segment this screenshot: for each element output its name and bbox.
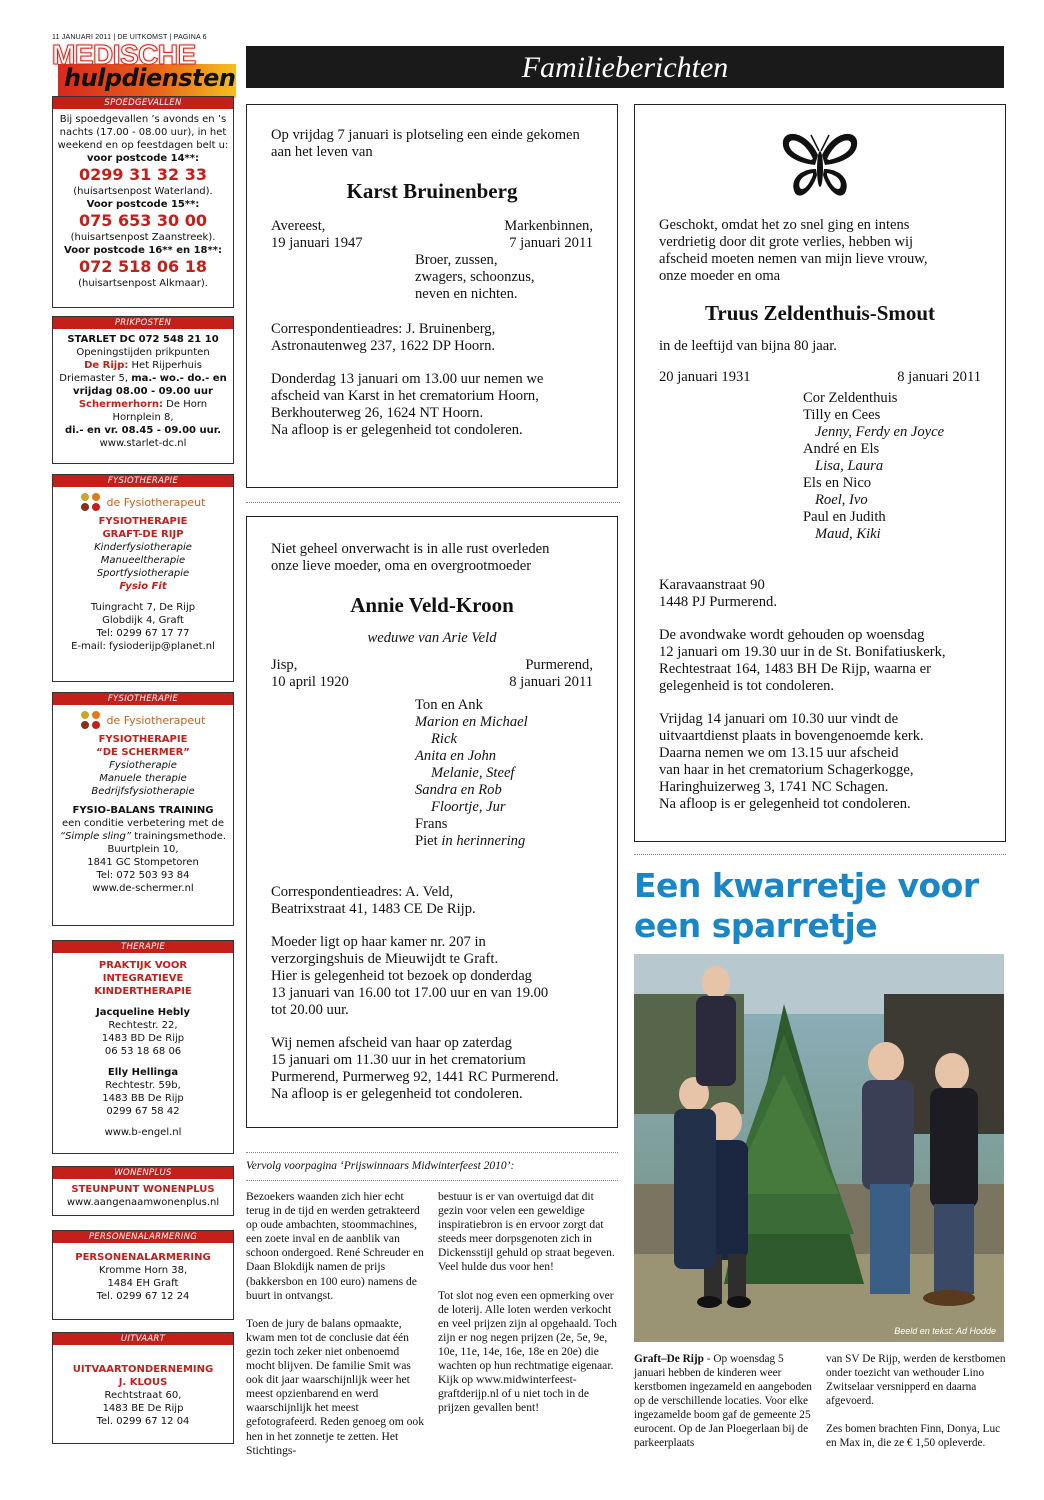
funeral-line: Haringhuizerweg 3, 1741 NC Schagen. xyxy=(659,779,889,795)
therapist-1-city: 1483 BD De Rijp xyxy=(101,1033,185,1044)
paragraph: Tot slot nog even een opmerking over de loterij. Alle loten werden verkocht en veel prijzen zijn al opgehaald. Toch zijn er nog negen prijzen (2e, 5e, 9e, 10e, 11e, 14e, 16e, 18e en 20e) die wachten op hun rechtmatige eigenaar. Kijk op www.midwinterfeest-graftderijp.nl of u niet toch in de prijzen gevallen bent! xyxy=(438,1288,617,1415)
info-line: Na afloop is er gelegenheid tot condoleren. xyxy=(271,422,523,438)
medical-services-logo xyxy=(50,40,236,100)
funeral-line: Vrijdag 14 januari om 10.30 uur vindt de xyxy=(659,711,899,727)
phone: Tel. 0299 67 12 24 xyxy=(96,1291,190,1302)
address-city: 1448 PJ Purmerend. xyxy=(659,594,777,610)
funeral-line: uitvaartdienst plaats in bovengenoemde kerk. xyxy=(659,728,924,744)
paragraph: - Op woensdag 5 januari hebben de kinderen weer kerstbomen ingezameld en aangeboden op de verschillende locaties. Voor elke ingezamelde boom gaf de gemeente 25 eurocent. Op de Jan Ploegerlaan bij de parkeerplaats xyxy=(634,1353,812,1449)
continued-header: Vervolg voorpagina ‘Prijswinnaars Midwinterfeest 2010’: xyxy=(246,1160,515,1172)
therapist-1-phone: 06 53 18 68 06 xyxy=(104,1046,182,1057)
training-method: trainingsmethode. xyxy=(131,831,227,842)
website-link[interactable]: www.aangenaamwonenplus.nl xyxy=(66,1197,220,1208)
farewell-line: Na afloop is er gelegenheid tot condoleren. xyxy=(271,1086,523,1102)
therapist-2: Elly Hellinga xyxy=(107,1067,179,1078)
paragraph: Bezoekers waanden zich hier echt terug in de tijd en werden getrakteerd op oude ambachten, stoommachines, een zoete inval en de aanblik van schoon ondergoed. René Schreuder en Daan Blokdijk namen de prijs (bakkersbon en 100 euro) namens de buurt in ontvangst. xyxy=(246,1190,424,1302)
training-desc: een conditie verbetering met de xyxy=(62,818,224,829)
fysio-graft-box xyxy=(52,474,234,682)
wake-line: De avondwake wordt gehouden op woensdag xyxy=(659,627,925,643)
christmas-tree-photo xyxy=(634,954,1004,1342)
address-1: Rechtstraat 60, xyxy=(104,1390,182,1401)
fysio-name-1: FYSIOTHERAPIE xyxy=(98,734,188,745)
label-zaanstreek: (huisartsenpost Zaanstreek). xyxy=(70,232,216,243)
training-title: FYSIO-BALANS TRAINING xyxy=(72,805,214,816)
wonenplus-box xyxy=(52,1166,234,1216)
phone-waterland[interactable]: 0299 31 32 33 xyxy=(78,165,208,184)
continued-column-1 xyxy=(246,1190,426,1472)
address-1: Tuingracht 7, De Rijp xyxy=(90,602,196,613)
family-line: Rick xyxy=(431,731,457,747)
family-line: Roel, Ivo xyxy=(815,492,868,508)
website-link[interactable]: www.b-engel.nl xyxy=(104,1127,182,1138)
hornplein: Hornplein 8, xyxy=(112,412,174,423)
family-line: Tilly en Cees xyxy=(803,407,881,423)
wake-line: 12 januari om 19.30 uur in de St. Bonifatiuskerk, xyxy=(659,644,946,660)
de-rijp-times: ma.- wo.- do.- en vrijdag 08.00 - 09.00 uur xyxy=(73,373,227,397)
family-line: Floortje, Jur xyxy=(431,799,506,815)
deceased-name: Karst Bruinenberg xyxy=(346,179,518,203)
paragraph: van SV De Rijp, werden de kerstbomen onder toezicht van wethouder Lino Zwitselaar versnipperd en daarna afgevoerd. xyxy=(826,1353,1006,1407)
correspondence-street: Beatrixstraat 41, 1483 CE De Rijp. xyxy=(271,901,476,917)
paragraph: Toen de jury de balans opmaakte, kwam men tot de conclusie dat één gezin toch zeker niet onbenoemd mocht blijven. De familie Smit was ook dit jaar waarschijnlijk weer het meest opzienbarend en werd waarschijnlijk het meest gefotografeerd. Reden genoeg om ook hen in het zonnetje te zetten. Het Stichtings- xyxy=(246,1316,425,1457)
butterfly-icon xyxy=(777,125,863,207)
wake-line: Rechtestraat 164, 1483 BH De Rijp, waarna er xyxy=(659,661,931,677)
in-memory: in herinnering xyxy=(441,833,526,849)
family-line: Broer, zussen, xyxy=(415,252,498,268)
section-title: Familieberichten xyxy=(246,46,1004,88)
age-line: in de leeftijd van bijna 80 jaar. xyxy=(659,338,837,354)
correspondence-address: Correspondentieadres: J. Bruinenberg, xyxy=(271,321,496,337)
notice-intro: Op vrijdag 7 januari is plotseling een einde gekomen aan het leven van xyxy=(271,127,580,160)
birth-date: 19 januari 1947 xyxy=(271,235,363,251)
notice-intro: onze lieve moeder, oma en overgrootmoeder xyxy=(271,558,532,574)
farewell-line: 15 januari om 11.30 uur in het crematorium xyxy=(271,1052,526,1068)
address-2: 1484 EH Graft xyxy=(107,1278,179,1289)
therapist-2-phone: 0299 67 58 42 xyxy=(106,1106,180,1117)
family-line: Cor Zeldenthuis xyxy=(803,390,898,406)
visit-line: verzorgingshuis de Mieuwijdt te Graft. xyxy=(271,951,499,967)
phone-zaanstreek[interactable]: 075 653 30 00 xyxy=(78,211,208,230)
brand-name: de Fysiotherapeut xyxy=(106,495,206,509)
family-line: Piet xyxy=(415,833,442,849)
masthead-paper: DE UITKOMST xyxy=(117,34,168,41)
fysiotherapeut-logo xyxy=(57,493,229,511)
uitvaart-name-2: J. KLOUS xyxy=(118,1377,168,1388)
fysio-header: FYSIOTHERAPIE xyxy=(53,693,233,705)
address-2: 1483 BE De Rijp xyxy=(102,1403,184,1414)
service-3: Bedrijfsfysiotherapie xyxy=(91,786,195,797)
emergency-box xyxy=(52,96,234,308)
dateline: Graft–De Rijp xyxy=(634,1353,704,1365)
death-place: Markenbinnen, xyxy=(504,218,593,234)
divider xyxy=(246,1152,618,1153)
phone: Tel: 072 503 93 84 xyxy=(96,870,190,881)
address-2: 1841 GC Stompetoren xyxy=(87,857,199,868)
death-date: 8 januari 2011 xyxy=(509,674,593,690)
funeral-line: Na afloop is er gelegenheid tot condoleren. xyxy=(659,796,911,812)
family-line: Anita en John xyxy=(415,748,497,764)
wonenplus-name: STEUNPUNT WONENPLUS xyxy=(71,1184,215,1195)
family-line: Els en Nico xyxy=(803,475,872,491)
therapist-1: Jacqueline Hebly xyxy=(96,1007,190,1018)
birth-place: Jisp, xyxy=(271,657,298,673)
fysio-header: FYSIOTHERAPIE xyxy=(53,475,233,487)
therapie-name-3: KINDERTHERAPIE xyxy=(94,986,192,997)
death-date: 7 januari 2011 xyxy=(509,235,593,251)
postcode-16-18: Voor postcode 16** en 18**: xyxy=(64,245,222,256)
prikposten-box xyxy=(52,316,234,464)
rijperhuis: Het Rijperhuis xyxy=(128,360,202,371)
notice-intro: verdrietig door dit grote verlies, hebben wij xyxy=(659,234,914,250)
photo-credit: Beeld en tekst: Ad Hodde xyxy=(894,1326,996,1336)
service-1: Kinderfysiotherapie xyxy=(94,542,192,553)
family-line: Maud, Kiki xyxy=(815,526,881,542)
correspondence-street: Astronautenweg 237, 1622 DP Hoorn. xyxy=(271,338,496,354)
address-1: Buurtplein 10, xyxy=(107,844,179,855)
therapie-name-2: INTEGRATIEVE xyxy=(102,973,184,984)
family-line: Melanie, Steef xyxy=(431,765,515,781)
service-2: Manueeltherapie xyxy=(100,555,186,566)
alarm-box xyxy=(52,1230,234,1320)
alarm-header: PERSONENALARMERING xyxy=(53,1231,233,1243)
divider xyxy=(246,1180,618,1181)
notice-intro: onze moeder en oma xyxy=(659,268,781,284)
wake-line: gelegenheid is tot condoleren. xyxy=(659,678,835,694)
fysio-name-1: FYSIOTHERAPIE xyxy=(98,516,188,527)
email-link[interactable]: E-mail: fysioderijp@planet.nl xyxy=(71,641,215,652)
address-1: Kromme Horn 38, xyxy=(98,1265,188,1276)
phone-alkmaar[interactable]: 072 518 06 18 xyxy=(78,257,208,276)
birth-date: 20 januari 1931 xyxy=(659,369,751,385)
birth-place: Avereest, xyxy=(271,218,326,234)
website-link[interactable]: www.de-schermer.nl xyxy=(92,883,194,894)
divider xyxy=(246,502,620,503)
family-line: zwagers, schoonzus, xyxy=(415,269,535,285)
uitvaart-header: UITVAART xyxy=(53,1333,233,1345)
notice-bruinenberg xyxy=(246,104,618,488)
emergency-header: SPOEDGEVALLEN xyxy=(53,97,233,109)
article-headline: Een kwarretje voor een sparretje xyxy=(634,866,979,945)
deceased-name: Annie Veld-Kroon xyxy=(350,593,514,617)
openingstijden: Openingstijden prikpunten xyxy=(76,347,210,358)
paragraph: bestuur is er van overtuigd dat dit gezin voor velen een geweldige inspiratiebron is en ervoor zorgt dat steeds meer dorpsgenoten zich in Dickensstijl gehuld op straat begeven. Veel hulde dus voor hen! xyxy=(438,1190,615,1274)
fysio-name-2: “DE SCHERMER” xyxy=(96,747,190,758)
family-line: Lisa, Laura xyxy=(815,458,884,474)
info-line: afscheid van Karst in het crematorium Hoorn, xyxy=(271,388,539,404)
uitvaart-name-1: UITVAARTONDERNEMING xyxy=(72,1364,214,1375)
visit-line: 13 januari van 16.00 tot 17.00 uur en van 19.00 xyxy=(271,985,549,1001)
logo-top-text: MEDISCHE xyxy=(52,39,196,70)
visit-line: Hier is gelegenheid tot bezoek op donderdag xyxy=(271,968,532,984)
masthead-page: PAGINA 6 xyxy=(173,34,207,41)
family-line: Paul en Judith xyxy=(803,509,886,525)
correspondence-address: Correspondentieadres: A. Veld, xyxy=(271,884,454,900)
funeral-line: van haar in het crematorium Schagerkogge, xyxy=(659,762,914,778)
fysio-name-2: GRAFT-DE RIJP xyxy=(102,529,184,540)
schermerhorn-label: Schermerhorn: xyxy=(78,399,163,410)
starlet-line: STARLET DC 072 548 21 10 xyxy=(67,334,219,345)
birth-date: 10 april 1920 xyxy=(271,674,349,690)
fysiotherapeut-logo xyxy=(57,711,229,729)
masthead-date: 11 JANUARI 2011 xyxy=(52,34,112,41)
family-line: Sandra en Rob xyxy=(415,782,502,798)
alarm-name: PERSONENALARMERING xyxy=(75,1252,211,1263)
family-line: Frans xyxy=(415,816,448,832)
masthead: 11 JANUARI 2011 | DE UITKOMST | PAGINA 6 xyxy=(52,34,207,41)
brand-name: de Fysiotherapeut xyxy=(106,713,206,727)
notice-zeldenthuis xyxy=(634,104,1006,842)
therapist-1-street: Rechtestr. 22, xyxy=(108,1020,178,1031)
starlet-link[interactable]: www.starlet-dc.nl xyxy=(99,438,187,449)
therapist-2-city: 1483 BB De Rijp xyxy=(102,1093,184,1104)
postcode-15: Voor postcode 15**: xyxy=(86,199,200,210)
label-waterland: (huisartsenpost Waterland). xyxy=(73,186,213,197)
therapie-header: THERAPIE xyxy=(53,941,233,953)
postcode-14: voor postcode 14**: xyxy=(86,153,200,164)
phone: Tel. 0299 67 12 04 xyxy=(96,1416,190,1427)
schermerhorn-times: di.- en vr. 08.45 - 09.00 uur. xyxy=(64,425,222,436)
death-date: 8 januari 2011 xyxy=(897,369,981,385)
family-line: Ton en Ank xyxy=(415,697,483,713)
therapie-box xyxy=(52,940,234,1154)
service-2: Manuele therapie xyxy=(99,773,187,784)
info-line: Donderdag 13 januari om 13.00 uur nemen we xyxy=(271,371,544,387)
notice-intro: afscheid moeten nemen van mijn lieve vrouw, xyxy=(659,251,928,267)
notice-veld-kroon xyxy=(246,516,618,1128)
paragraph: Zes bomen brachten Finn, Donya, Luc en Max in, die ze € 1,50 opleverde. xyxy=(826,1423,1001,1449)
farewell-line: Purmerend, Purmerweg 92, 1441 RC Purmerend. xyxy=(271,1069,559,1085)
divider xyxy=(634,854,1006,855)
service-3: Sportfysiotherapie xyxy=(96,568,190,579)
de-rijp-label: De Rijp: xyxy=(84,360,129,371)
family-line: neven en nichten. xyxy=(415,286,518,302)
farewell-line: Wij nemen afscheid van haar op zaterdag xyxy=(271,1035,512,1051)
funeral-line: Daarna nemen we om 13.15 uur afscheid xyxy=(659,745,899,761)
family-line: André en Els xyxy=(803,441,880,457)
phone: Tel: 0299 67 17 77 xyxy=(96,628,190,639)
therapist-2-street: Rechtestr. 59b, xyxy=(105,1080,181,1091)
uitvaart-box xyxy=(52,1332,234,1444)
widow-of: weduwe van Arie Veld xyxy=(367,630,497,646)
notice-intro: Geschokt, omdat het zo snel ging en intens xyxy=(659,217,910,233)
logo-bottom-text: hulpdiensten xyxy=(64,64,236,92)
article-column-1 xyxy=(634,1352,814,1464)
notice-intro: Niet geheel onverwacht is in alle rust overleden xyxy=(271,541,550,557)
address-street: Karavaanstraat 90 xyxy=(659,577,765,593)
driemaster: Driemaster 5, xyxy=(59,373,132,384)
fysio-fit: Fysio Fit xyxy=(119,581,167,592)
service-1: Fysiotherapie xyxy=(109,760,177,771)
family-line: Marion en Michael xyxy=(415,714,528,730)
fysio-schermer-box xyxy=(52,692,234,926)
death-place: Purmerend, xyxy=(525,657,593,673)
wonenplus-header: WONENPLUS xyxy=(53,1167,233,1179)
prikposten-header: PRIKPOSTEN xyxy=(53,317,233,329)
emergency-intro: Bij spoedgevallen ’s avonds en ’s nachts (17.00 - 08.00 uur), in het weekend en op feestdagen belt u: xyxy=(57,114,229,151)
label-alkmaar: (huisartsenpost Alkmaar). xyxy=(78,278,208,289)
visit-line: Moeder ligt op haar kamer nr. 207 in xyxy=(271,934,486,950)
simple-sling: “Simple sling” xyxy=(59,831,132,842)
visit-line: tot 20.00 uur. xyxy=(271,1002,349,1018)
family-line: Jenny, Ferdy en Joyce xyxy=(815,424,945,440)
continued-column-2 xyxy=(438,1190,618,1429)
deceased-name: Truus Zeldenthuis-Smout xyxy=(704,301,936,325)
therapie-name-1: PRAKTIJK VOOR xyxy=(98,960,188,971)
article-column-2 xyxy=(826,1352,1006,1464)
address-2: Globdijk 4, Graft xyxy=(102,615,184,626)
info-line: Berkhouterweg 26, 1624 NT Hoorn. xyxy=(271,405,484,421)
de-horn: De Horn xyxy=(163,399,208,410)
